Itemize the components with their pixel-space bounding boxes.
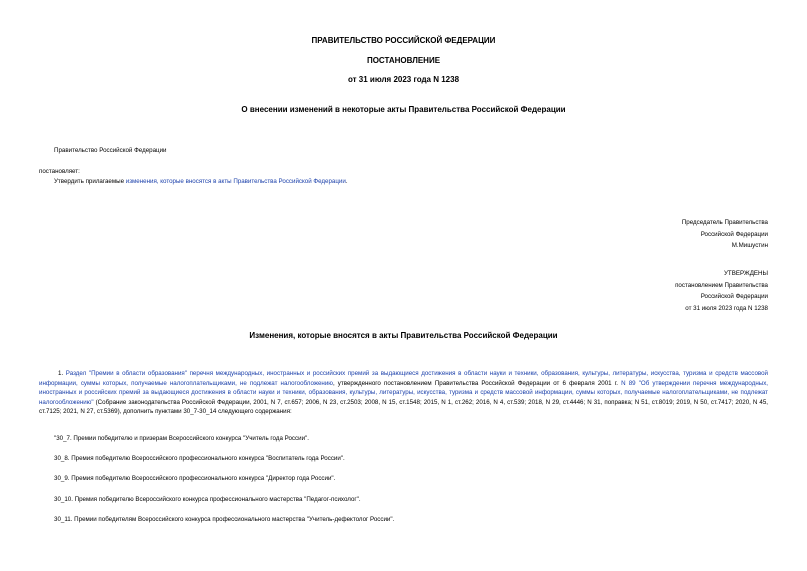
approval-org: Российской Федерации	[700, 293, 768, 300]
approval-block	[675, 268, 768, 314]
government-heading: ПРАВИТЕЛЬСТВО РОССИЙСКОЙ ФЕДЕРАЦИИ	[311, 36, 496, 45]
date-number-heading: от 31 июля 2023 года N 1238	[347, 75, 460, 84]
approve-sentence	[54, 178, 348, 185]
paragraph-1	[39, 369, 768, 417]
signature-name: М.Мишустин	[731, 242, 768, 249]
document-title: О внесении изменений в некоторые акты Правительства Российской Федерации	[241, 105, 566, 114]
doc-type-heading: ПОСТАНОВЛЕНИЕ	[366, 56, 441, 65]
signature-block	[682, 217, 768, 252]
approval-heading: УТВЕРЖДЕНЫ	[724, 270, 768, 277]
list-item: 30_11. Премии победителям Всероссийского конкурса профессионального мастерства "Учитель-дефектолог России".	[54, 516, 395, 523]
signature-position: Председатель Правительства	[681, 219, 768, 226]
paragraph-tail: (Собрание законодательства Российской Федерации, 2001, N 7, ст.657; 2006, N 23, ст.2503; 2008, N 15, ст.1548; 2015, N 1, ст.262; 2016, N 4, ст.539; 2018, N 29, ст.4446; N 31, поправка; N 51, ст.8019; 2019, N 50, ст.7417; 2020, N 45, ст.7125; 2021, N 27, ст.5369), дополнить пунктами 30_7-30_14 следующего содержания:	[39, 398, 768, 416]
changes-title: Изменения, которые вносятся в акты Правительства Российской Федерации	[249, 331, 558, 340]
approval-date: от 31 июля 2023 года N 1238	[685, 304, 768, 312]
premium-section-link[interactable]: Раздел "Премии в области образования" перечня международных, иностранных и российских премий за выдающиеся достижения в области науки и техники, образования, культуры, литературы, искусства, туризма и средств массовой информации, суммы которых, получаемые налогоплательщиками, не подлежат налогообложению	[39, 370, 768, 387]
approval-by: постановлением Правительства	[675, 281, 768, 289]
approve-prefix: Утвердить прилагаемые	[54, 178, 126, 185]
list-item: "30_7. Премии победителю и призерам Всероссийского конкурса "Учитель года России".	[54, 435, 309, 442]
list-item: 30_9. Премия победителю Всероссийского профессионального конкурса "Директор года России".	[54, 475, 336, 482]
list-item: 30_10. Премия победителю Всероссийского конкурса профессионального мастерства "Педагог-психолог".	[54, 496, 361, 503]
paragraph-mid: , утвержденного постановлением Правительства Российской Федерации от 6 февраля 2001 г.	[332, 379, 622, 387]
issuer-text: Правительство Российской Федерации	[54, 147, 167, 154]
paragraph-number: 1.	[58, 370, 66, 377]
resolves-text: постановляет:	[39, 168, 80, 175]
signature-org: Российской Федерации	[700, 230, 768, 238]
decree-89-link[interactable]: N 89 "Об утверждении перечня международных, иностранных и российских премий за выдающиеся достижения в области науки и техники, образования, культуры, литературы, искусства, туризма и средств массовой информации, суммы которых, получаемые налогоплательщиками, не подлежат налогообложению"	[39, 379, 769, 406]
approve-suffix: .	[345, 178, 348, 185]
changes-link[interactable]: изменения, которые вносятся в акты Правительства Российской Федерации	[125, 178, 346, 185]
list-item: 30_8. Премия победителю Всероссийского профессионального конкурса "Воспитатель года России".	[54, 455, 345, 462]
